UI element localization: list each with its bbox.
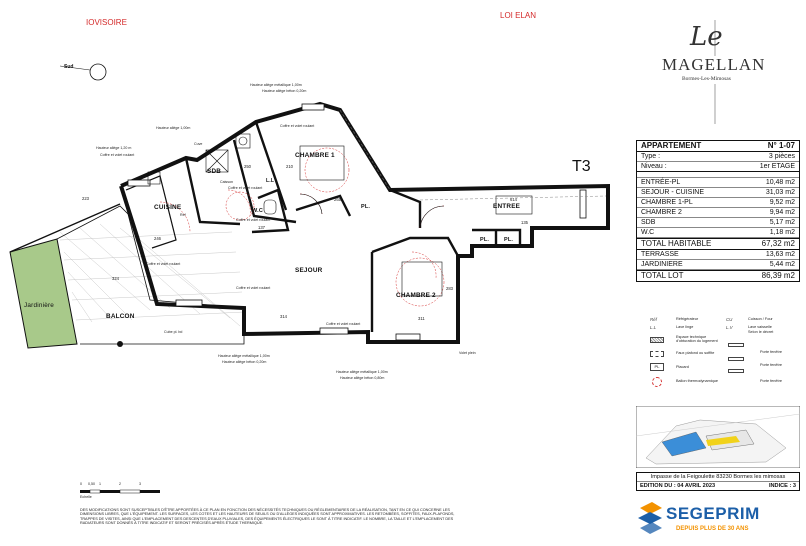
note: Coffre et volet roulant <box>146 262 181 266</box>
note: Cube pl. bd <box>164 330 183 334</box>
row-value: 10,48 m2 <box>765 179 795 186</box>
total-hab-label: TOTAL HABITABLE <box>641 239 712 248</box>
legend-abbr: L.L <box>650 325 657 330</box>
window <box>128 180 150 186</box>
pl-swatch: PL <box>650 363 664 371</box>
window <box>396 334 420 340</box>
dimension: 246 <box>154 236 161 241</box>
total-lot-value: 86,39 m2 <box>761 271 795 280</box>
legend-text: Lave vaisselle <box>748 325 772 329</box>
legend-text: Selon le décret <box>748 330 774 334</box>
porte-icon <box>728 343 744 347</box>
legend-text: Porte fenêtre <box>760 363 782 367</box>
legend-text: Placard <box>676 365 689 369</box>
location-map <box>636 406 800 468</box>
type-label: Type : <box>641 153 661 160</box>
surface-table <box>636 140 800 282</box>
note: Hauteur allège métallique 1,00m <box>218 354 270 358</box>
row-value: 5,17 m2 <box>769 219 795 226</box>
note: Hauteur allège béton 0,20m <box>262 89 307 93</box>
type-value: 3 pièces <box>768 153 795 160</box>
legend-abbr: L.V <box>726 325 733 330</box>
header-right: N° 1-07 <box>767 141 795 150</box>
balcon-tiles <box>60 224 244 326</box>
segeprim-logo-icon <box>636 500 664 538</box>
total-lot-label: TOTAL LOT <box>641 271 684 280</box>
porte-icon <box>728 369 744 373</box>
jardiniere-zone <box>10 239 77 348</box>
note: Coffre et volet roulant <box>326 322 361 326</box>
row-value: 9,52 m2 <box>769 199 795 206</box>
legend <box>636 315 800 403</box>
scale-tick: 1 <box>99 482 101 486</box>
room-pl3: PL. <box>504 237 514 243</box>
logo-script: Le <box>690 22 723 52</box>
niveau-label: Niveau : <box>641 163 667 170</box>
legend-text: Espace technique d'obturation du logement <box>676 335 718 344</box>
table-row <box>637 228 799 238</box>
window <box>580 190 586 218</box>
gaine-swatch <box>650 337 664 343</box>
bed-2 <box>402 262 442 296</box>
niveau-value: 1er ETAGE <box>759 163 795 170</box>
note: Hauteur allège béton 0,20m <box>222 360 267 364</box>
room-pl1: PL. <box>361 204 371 210</box>
header-left: APPARTEMENT <box>641 141 702 150</box>
niveau-row <box>637 162 799 172</box>
dimension: 283 <box>446 286 453 291</box>
note: Coffre et volet roulant <box>100 153 135 157</box>
row-label: ENTRÉE-PL <box>641 179 681 186</box>
row-label: CHAMBRE 2 <box>641 209 682 216</box>
table-row <box>637 178 799 188</box>
room-jardiniere: Jardinière <box>24 302 55 309</box>
row-label: W.C <box>641 229 655 236</box>
legend-text: Cuisson / Four <box>748 317 773 321</box>
jardiniere-row <box>637 260 799 270</box>
edition-row <box>637 482 799 490</box>
room-chambre2: CHAMBRE 2 <box>396 292 436 299</box>
sink <box>236 134 250 148</box>
scale-bar <box>78 484 188 500</box>
table-row <box>637 198 799 208</box>
legend-text: Ballon thermodynamique <box>676 379 719 383</box>
window <box>320 328 348 334</box>
window <box>176 300 202 306</box>
ballon-icon <box>652 377 662 387</box>
row-label: SEJOUR - CUISINE <box>641 189 705 196</box>
brand-tagline: DEPUIS PLUS DE 30 ANS <box>676 526 749 532</box>
table-header <box>637 141 799 152</box>
dimension: 324 <box>112 276 119 281</box>
unit-type: T3 <box>572 158 591 175</box>
indice: INDICE : 3 <box>768 483 796 489</box>
brand-name: SEGEPRIM <box>666 504 760 523</box>
note: Hauteur allège métallique 1,00m <box>250 83 302 87</box>
plan-footer <box>636 472 800 491</box>
note: Coffre et volet roulant <box>228 186 263 190</box>
total-habitable-row <box>637 238 799 250</box>
scale-label: Echelle <box>80 495 92 499</box>
table-row <box>637 188 799 198</box>
scale-tick: 2 <box>119 482 121 486</box>
magellan-logo <box>640 18 790 128</box>
dimension: 135 <box>521 220 528 225</box>
dimension: 210 <box>286 164 293 169</box>
edition: EDITION DU : 04 AVRIL 2023 <box>640 483 716 489</box>
room-pl2: PL. <box>480 237 490 243</box>
porte-icon <box>728 357 744 361</box>
legend-text: Faux plafond ou soffite <box>676 351 715 355</box>
type-row <box>637 152 799 162</box>
window <box>302 104 324 110</box>
dimension: 265 <box>334 197 341 202</box>
room-entree: ENTREE <box>493 203 521 210</box>
note: Réf <box>180 213 186 217</box>
note: Coffre et volet roulant <box>236 218 271 222</box>
iovisoire-label: IOVISOIRE <box>86 18 127 27</box>
note: Hauteur allège métallique 1,00m <box>336 370 388 374</box>
jardiniere-value: 5,44 m2 <box>769 261 795 268</box>
scale-tick: 0,50 <box>88 482 95 486</box>
legend-text: Porte fenêtre <box>760 350 782 354</box>
table-row <box>637 218 799 228</box>
address: Impasse de la Feigoulette 83230 Bormes les mimosas <box>637 473 799 482</box>
room-cuisine: CUISINE <box>154 204 182 211</box>
room-chambre1: CHAMBRE 1 <box>295 152 335 159</box>
room-sdb: SDB <box>207 168 222 175</box>
room-ll: L.L <box>266 178 275 184</box>
note: Caisson <box>220 180 233 184</box>
jardiniere-label: JARDINIERE <box>641 261 683 268</box>
scale-tick: 0 <box>80 482 82 486</box>
room-balcon: BALCON <box>106 313 135 320</box>
row-value: 31,03 m2 <box>765 189 795 196</box>
washbasin-icon <box>239 137 247 145</box>
table-row <box>637 208 799 218</box>
dimension: 614 <box>510 197 517 202</box>
terrasse-label: TERRASSE <box>641 251 679 258</box>
room-sejour: SEJOUR <box>295 267 323 274</box>
dimension: 311 <box>418 316 425 321</box>
dimension: 314 <box>280 314 287 319</box>
note: Volet plein <box>459 351 476 355</box>
logo-sub: Bormes-Les-Mimosas <box>682 76 731 82</box>
scale-tick: 3 <box>139 482 141 486</box>
disclaimer: DES MODIFICATIONS SONT SUSCEPTIBLES D'ÊTRE APPORTÉES À CE PLAN EN FONCTION DES NÉCESSITÉS TECHNIQUES OU RÉGLEMENTAIRES DE LA RÉALISATION, TANT EN CE QUI CONCERNE LES DIMENSIONS LIBRES, QUE L'ÉQUIPEMENT. LES SURFACES, LES COTES ET LES HAUTEURS DE SEUILS OU D'ALLÈGES INDIQUÉES SONT APPROXIMATIVES. LES RETOMBÉES, SOFFITES, FAUX-PLAFONDS, TRAPPES DE VISITES, AINSI QUE L'EMPLACEMENT DES DESCENTES D'EAUX PLUVIALES, DES ÉQUIPEMENTS ÉLECTRIQUES LE SONT À TITRE INDICATIF. LE NOMBRE, LA TAILLE ET L'EMPLACEMENT DES RADIATEURS SONT DONNÉS À TITRE INDICATIF ET SERONT PRÉCISÉS APRÈS ÉTUDE THERMIQUE. <box>80 508 455 526</box>
total-hab-value: 67,32 m2 <box>761 239 795 248</box>
total-lot-row <box>637 270 799 281</box>
legend-text: Lave linge <box>676 325 694 329</box>
legend-text: Réfrigérateur <box>676 317 699 321</box>
dimension: 223 <box>82 196 89 201</box>
loi-elan-label: LOI ELAN <box>500 11 537 20</box>
note: Hauteur allège 1,00m <box>156 126 191 130</box>
note: Hauteur allège béton 0,80m <box>340 376 385 380</box>
legend-abbr: Réf <box>650 317 657 322</box>
legend-abbr: CU <box>726 317 733 322</box>
legend-text: Porte fenêtre <box>760 379 782 383</box>
note: Hauteur allège 1,20 m <box>96 146 132 150</box>
compass-label: Sud <box>64 64 74 70</box>
terrasse-row <box>637 250 799 260</box>
row-label: SDB <box>641 219 656 226</box>
note: Coffre et volet roulant <box>236 286 271 290</box>
row-value: 9,94 m2 <box>769 209 795 216</box>
room-wc: W.C <box>252 208 263 214</box>
row-value: 1,18 m2 <box>769 229 795 236</box>
dimension: 137 <box>258 225 265 230</box>
toilet-icon <box>264 200 276 214</box>
logo-name: MAGELLAN <box>662 55 766 74</box>
faux-swatch <box>650 351 664 357</box>
dimension: 250 <box>244 164 251 169</box>
note: Coffre et volet roulant <box>280 124 315 128</box>
terrasse-value: 13,63 m2 <box>765 251 795 258</box>
row-label: CHAMBRE 1-PL <box>641 199 693 206</box>
note: Cuve <box>194 142 203 146</box>
